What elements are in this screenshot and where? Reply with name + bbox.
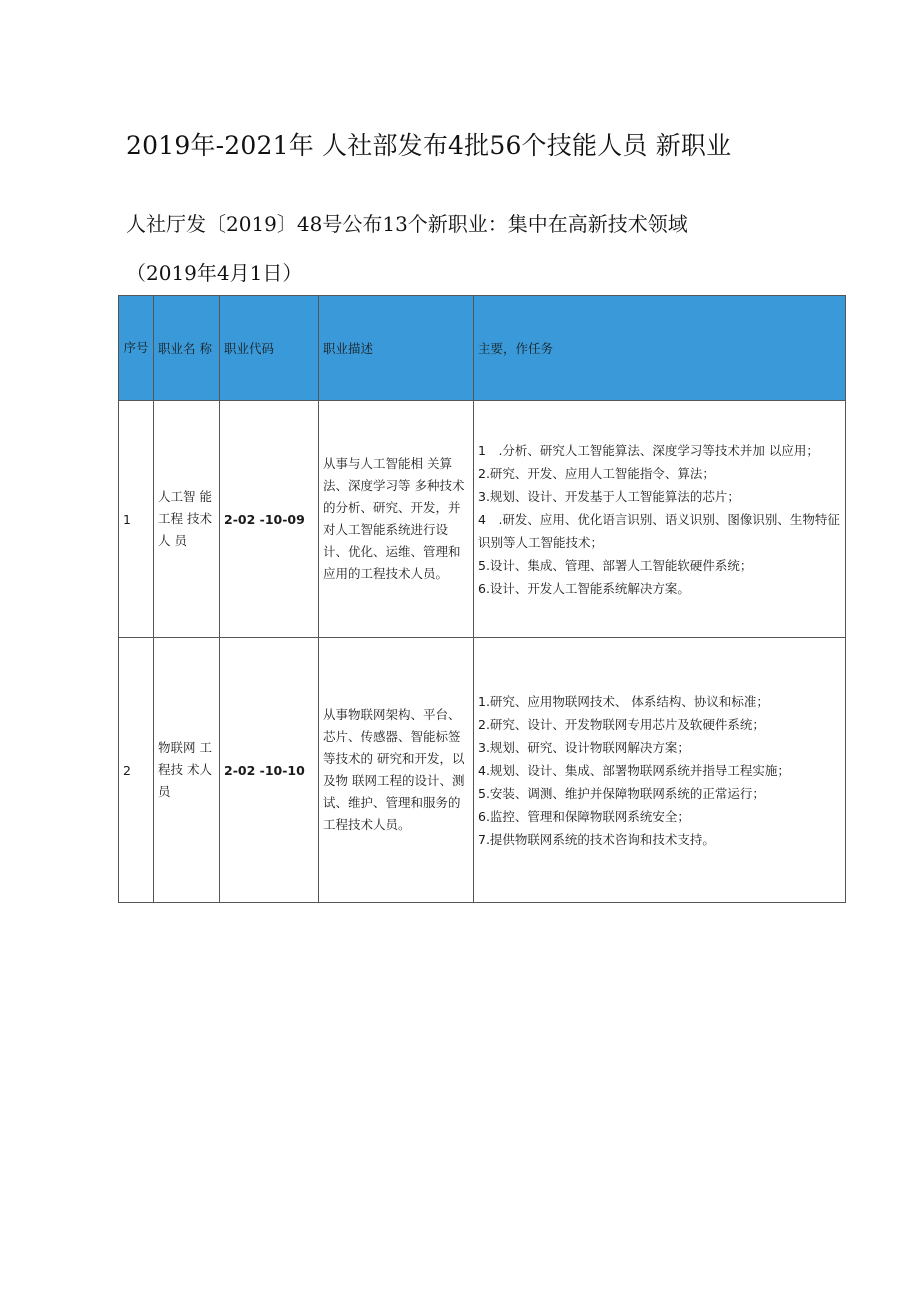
task-item: 4.规划、设计、集成、部署物联网系统并指导工程实施；: [478, 762, 790, 778]
header-code: 职业代码: [220, 296, 319, 401]
task-item: 3.规划、研究、设计物联网解决方案；: [478, 739, 690, 755]
row-description: 从事物联网架构、平台、芯片、传感器、智能标签等技术的 研究和开发，以及物 联网工程的设计、测试、维护、管理和服务的工程技术人员。: [319, 638, 474, 903]
row-occupation-name: 物联网 工程技 术人员: [154, 638, 220, 903]
row-seq: 2: [119, 638, 154, 903]
task-list: [478, 439, 841, 600]
row-description: 从事与人工智能相 关算法、深度学习等 多种技术的分析、研究、开发，并对人工智能系统进行设计、优化、运维、管理和应用的工程技术人员。: [319, 401, 474, 638]
task-item: 6.监控、管理和保障物联网系统安全；: [478, 808, 690, 824]
page-title: 2019年-2021年 人社部发布4批56个技能人员 新职业: [126, 131, 732, 160]
row-occupation-code: 2-02 -10-09: [220, 401, 319, 638]
task-item: 1.研究、应用物联网技术、 体系结构、协议和标准；: [478, 693, 769, 709]
header-seq: 序号: [119, 296, 154, 401]
task-item: 5.安装、调测、维护并保障物联网系统的正常运行；: [478, 785, 765, 801]
row-tasks: [474, 401, 846, 638]
task-list: [478, 690, 841, 851]
page-subtitle: 人社厅发〔2019〕48号公布13个新职业：集中在高新技术领域（2019年4月1日）: [126, 212, 688, 285]
row-occupation-name: 人工智 能工程 技术人 员: [154, 401, 220, 638]
table-row: [119, 638, 846, 903]
task-item: 3.规划、设计、开发基于人工智能算法的芯片；: [478, 488, 740, 504]
header-name: 职业名 称: [154, 296, 220, 401]
row-tasks: [474, 638, 846, 903]
task-item: 6.设计、开发人工智能系统解决方案。: [478, 580, 690, 596]
table-header-row: [119, 296, 846, 401]
occupations-table: [118, 295, 846, 903]
task-item: 2.研究、开发、应用人工智能指令、算法；: [478, 465, 715, 481]
header-tasks: 主要，作任务: [474, 296, 846, 401]
task-item: 5.设计、集成、管理、部署人工智能软硬件系统；: [478, 557, 753, 573]
task-item: 4 .研发、应用、优化语言识别、语义识别、图像识别、生物特征识别等人工智能技术；: [478, 511, 840, 550]
row-seq: 1: [119, 401, 154, 638]
row-occupation-code: 2-02 -10-10: [220, 638, 319, 903]
task-item: 2.研究、设计、开发物联网专用芯片及软硬件系统；: [478, 716, 765, 732]
task-item: 1 .分析、研究人工智能算法、深度学习等技术并加 以应用；: [478, 442, 819, 458]
table-row: [119, 401, 846, 638]
header-description: 职业描述: [319, 296, 474, 401]
task-item: 7.提供物联网系统的技术咨询和技术支持。: [478, 831, 715, 847]
